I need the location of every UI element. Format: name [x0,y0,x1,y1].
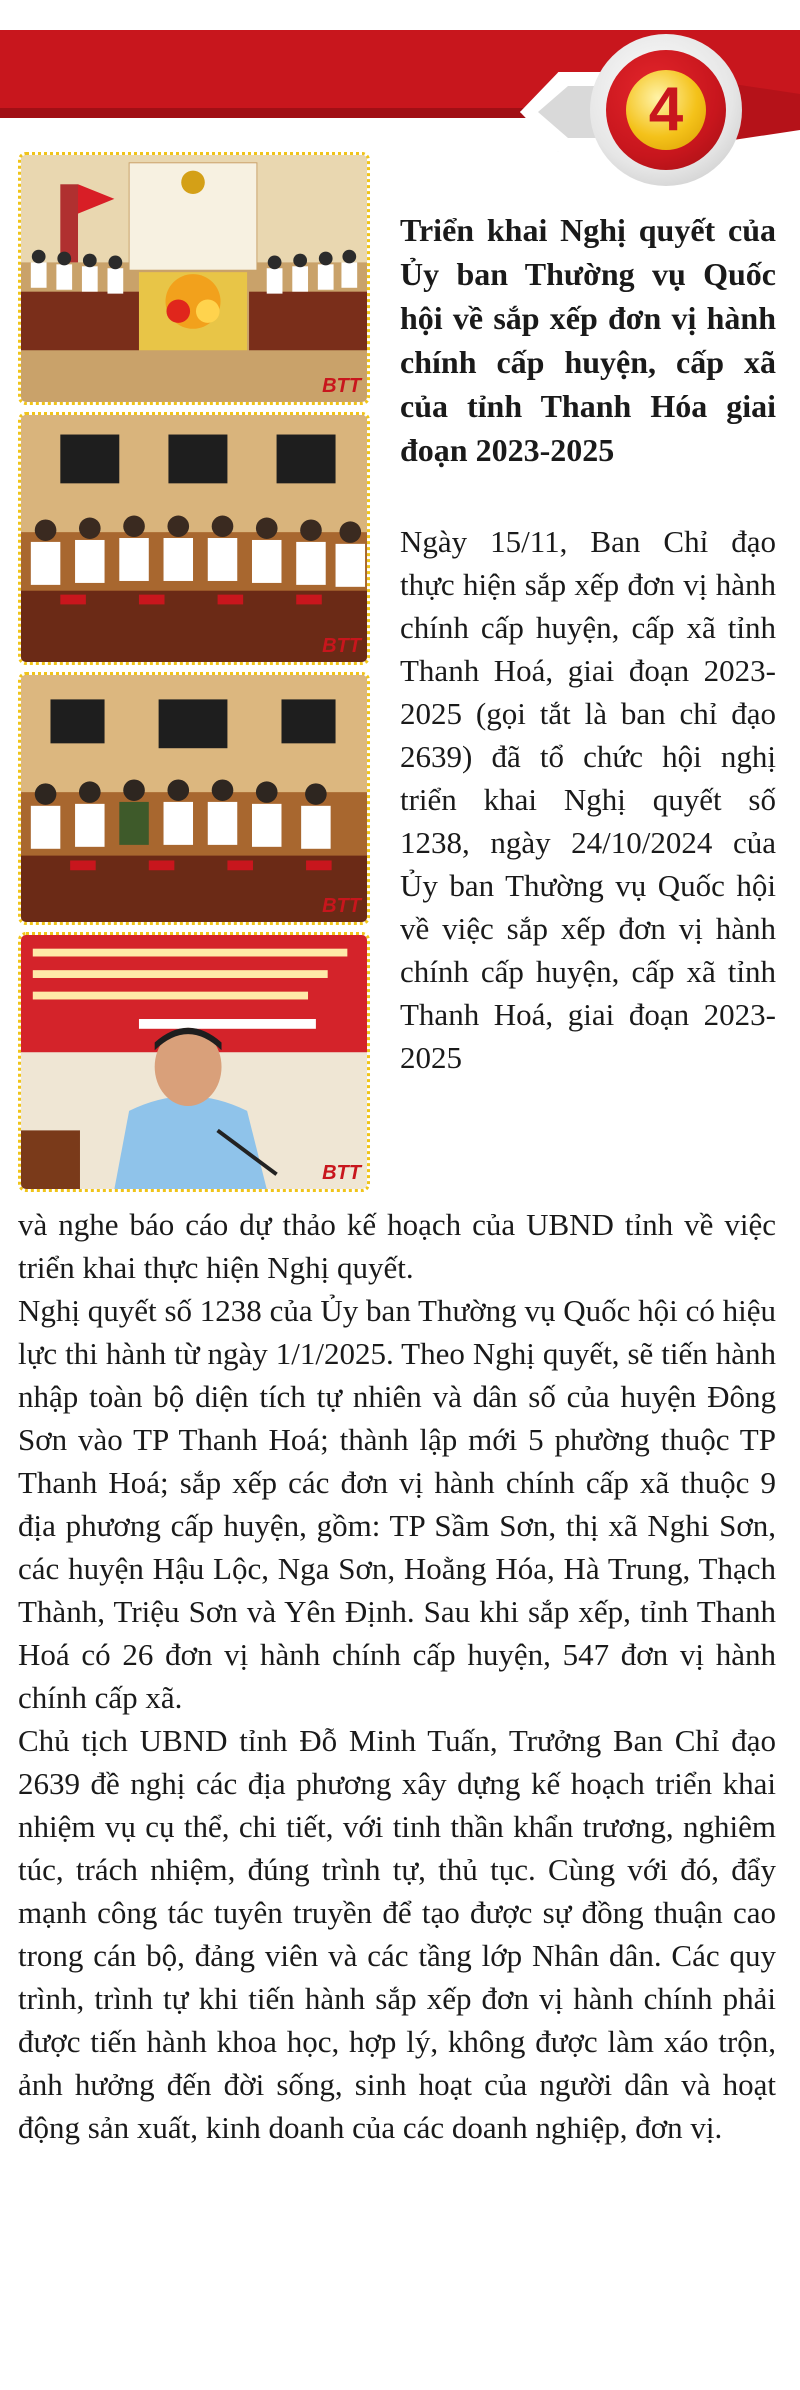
article-title: Triển khai Nghị quyết của Ủy ban Thường vụ Quốc hội về sắp xếp đơn vị hành chính cấp huyện, cấp xã của tỉnh Thanh Hóa giai đoạn 2023-2025 [400,212,776,468]
article-body [18,1203,776,2149]
article-paragraph-3: Chủ tịch UBND tỉnh Đỗ Minh Tuấn, Trưởng Ban Chỉ đạo 2639 đề nghị các địa phương xây dựng kế hoạch triển khai nhiệm vụ cụ thể, chi tiết, với tinh thần khẩn trương, nghiêm túc, trách nhiệm, đúng trình tự, thủ tục. Cùng với đó, đẩy mạnh công tác tuyên truyền để tạo được sự đồng thuận cao trong cán bộ, đảng viên và các tầng lớp Nhân dân. Các quy trình, trình tự khi tiến hành sắp xếp đơn vị hành chính phải được tiến hành khoa học, hợp lý, không được làm xáo trộn, ảnh hưởng đến đời sống, sinh hoạt của người dân và hoạt động sản xuất, kinh doanh của các doanh nghiệp, đơn vị. [18,1723,776,2145]
section-number: 4 [648,75,684,144]
photo-meeting-2 [18,412,370,665]
article-lead-continued: và nghe báo cáo dự thảo kế hoạch của UBND tỉnh về việc triển khai thực hiện Nghị quyết. [18,1207,776,1285]
conference-room-photo-icon [21,675,367,922]
photo-logo: BTT [322,895,361,917]
article-lead: Ngày 15/11, Ban Chỉ đạo thực hiện sắp xếp đơn vị hành chính cấp huyện, cấp xã tỉnh Thanh Hoá, giai đoạn 2023-2025 (gọi tắt là ban chỉ đạo 2639) đã tổ chức hội nghị triển khai Nghị quyết số 1238, ngày 24/10/2024 của Ủy ban Thường vụ Quốc hội về việc sắp xếp đơn vị hành chính cấp huyện, cấp xã tỉnh Thanh Hoá, giai đoạn 2023-2025 [400,524,776,1075]
speaker-photo-icon [21,935,367,1189]
photo-speaker [18,932,370,1192]
badge-gold-circle [626,70,706,150]
section-badge [520,22,800,194]
conference-room-photo-icon [21,415,367,662]
photo-meeting-3 [18,672,370,925]
photo-logo: BTT [322,1162,361,1184]
conference-room-photo-icon [21,155,367,402]
photo-meeting-1 [18,152,370,405]
photo-logo: BTT [322,375,361,397]
photo-logo: BTT [322,635,361,657]
article-paragraph-2: Nghị quyết số 1238 của Ủy ban Thường vụ Quốc hội có hiệu lực thi hành từ ngày 1/1/2025. Theo Nghị quyết, sẽ tiến hành nhập toàn bộ diện tích tự nhiên và dân số của huyện Đông Sơn vào TP Thanh Hoá; thành lập mới 5 phường thuộc TP Thanh Hoá; sắp xếp các đơn vị hành chính cấp xã thuộc 9 địa phương cấp huyện, gồm: TP Sầm Sơn, thị xã Nghi Sơn, các huyện Hậu Lộc, Nga Sơn, Hoằng Hóa, Hà Trung, Thạch Thành, Triệu Sơn và Yên Định. Sau khi sắp xếp, tỉnh Thanh Hoá có 26 đơn vị hành chính cấp huyện, 547 đơn vị hành chính cấp xã. [18,1293,776,1715]
